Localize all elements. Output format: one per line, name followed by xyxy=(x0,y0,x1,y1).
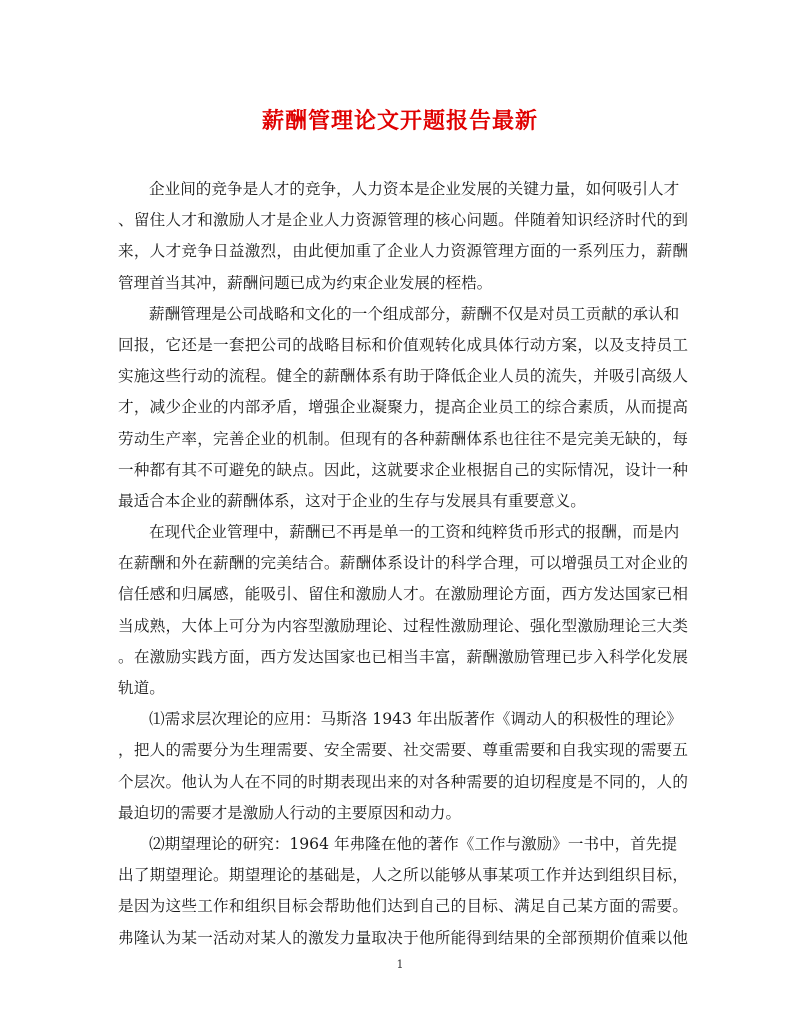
text-line: ⑴需求层次理论的应用：马斯洛 1943 年出版著作《调动人的积极性的理论》 xyxy=(149,710,683,729)
text-line: 企业间的竞争是人才的竞争，人力资本是企业发展的关键力量，如何吸引人才 xyxy=(149,180,680,198)
text-line: 、留住人才和激励人才是企业人力资源管理的核心问题。伴随着知识经济时代的到 xyxy=(118,211,688,230)
text-line: 信任感和归属感，能吸引、留住和激励人才。在激励理论方面，西方发达国家已相 xyxy=(118,585,688,604)
text-line: 才，减少企业的内部矛盾，增强企业凝聚力，提高企业员工的综合素质，从而提高 xyxy=(118,398,688,417)
text-line: 当成熟，大体上可分为内容型激励理论、过程性激励理论、强化型激励理论三大类 xyxy=(118,616,688,635)
text-line: 弗隆认为某一活动对某人的激发力量取决于他所能得到结果的全部预期价值乘以他 xyxy=(118,928,688,947)
text-line: ，把人的需要分为生理需要、安全需要、社交需要、尊重需要和自我实现的需要五 xyxy=(118,741,688,760)
text-line: 实施这些行动的流程。健全的薪酬体系有助于降低企业人员的流失，并吸引高级人 xyxy=(118,367,688,386)
text-line: 个层次。他认为人在不同的时期表现出来的对各种需要的迫切程度是不同的，人的 xyxy=(118,772,688,791)
text-line: ⑵期望理论的研究：1964 年弗隆在他的著作《工作与激励》一书中，首先提 xyxy=(149,834,678,853)
text-line: 回报，它还是一套把公司的战略目标和价值观转化成具体行动方案，以及支持员工 xyxy=(118,335,688,354)
document-title: 薪酬管理论文开题报告最新 xyxy=(261,108,538,134)
page-number: 1 xyxy=(396,958,404,971)
text-line: 在现代企业管理中，薪酬已不再是单一的工资和纯粹货币形式的报酬，而是内 xyxy=(149,523,680,542)
text-line: 薪酬管理是公司战略和文化的一个组成部分，薪酬不仅是对员工贡献的承认和 xyxy=(149,304,680,323)
text-line: 在薪酬和外在薪酬的完美结合。薪酬体系设计的科学合理，可以增强员工对企业的 xyxy=(118,554,688,573)
text-line: 来，人才竞争日益激烈，由此便加重了企业人力资源管理方面的一系列压力，薪酬 xyxy=(118,242,688,261)
text-line: 管理首当其冲，薪酬问题已成为约束企业发展的桎梏。 xyxy=(118,273,493,292)
text-line: 。在激励实践方面，西方发达国家也已相当丰富，薪酬激励管理已步入科学化发展 xyxy=(118,647,688,666)
document-body xyxy=(118,174,688,954)
text-line: 是因为这些工作和组织目标会帮助他们达到自己的目标、满足自己某方面的需要。 xyxy=(118,897,688,916)
text-line: 轨道。 xyxy=(118,679,165,697)
text-line: 出了期望理论。期望理论的基础是，人之所以能够从事某项工作并达到组织目标， xyxy=(118,866,688,885)
text-line: 最迫切的需要才是激励人行动的主要原因和动力。 xyxy=(118,803,462,822)
text-line: 一种都有其不可避免的缺点。因此，这就要求企业根据自己的实际情况，设计一种 xyxy=(118,460,688,479)
text-line: 劳动生产率，完善企业的机制。但现有的各种薪酬体系也往往不是完美无缺的，每 xyxy=(118,429,688,448)
text-line: 最适合本企业的薪酬体系，这对于企业的生存与发展具有重要意义。 xyxy=(118,491,586,510)
